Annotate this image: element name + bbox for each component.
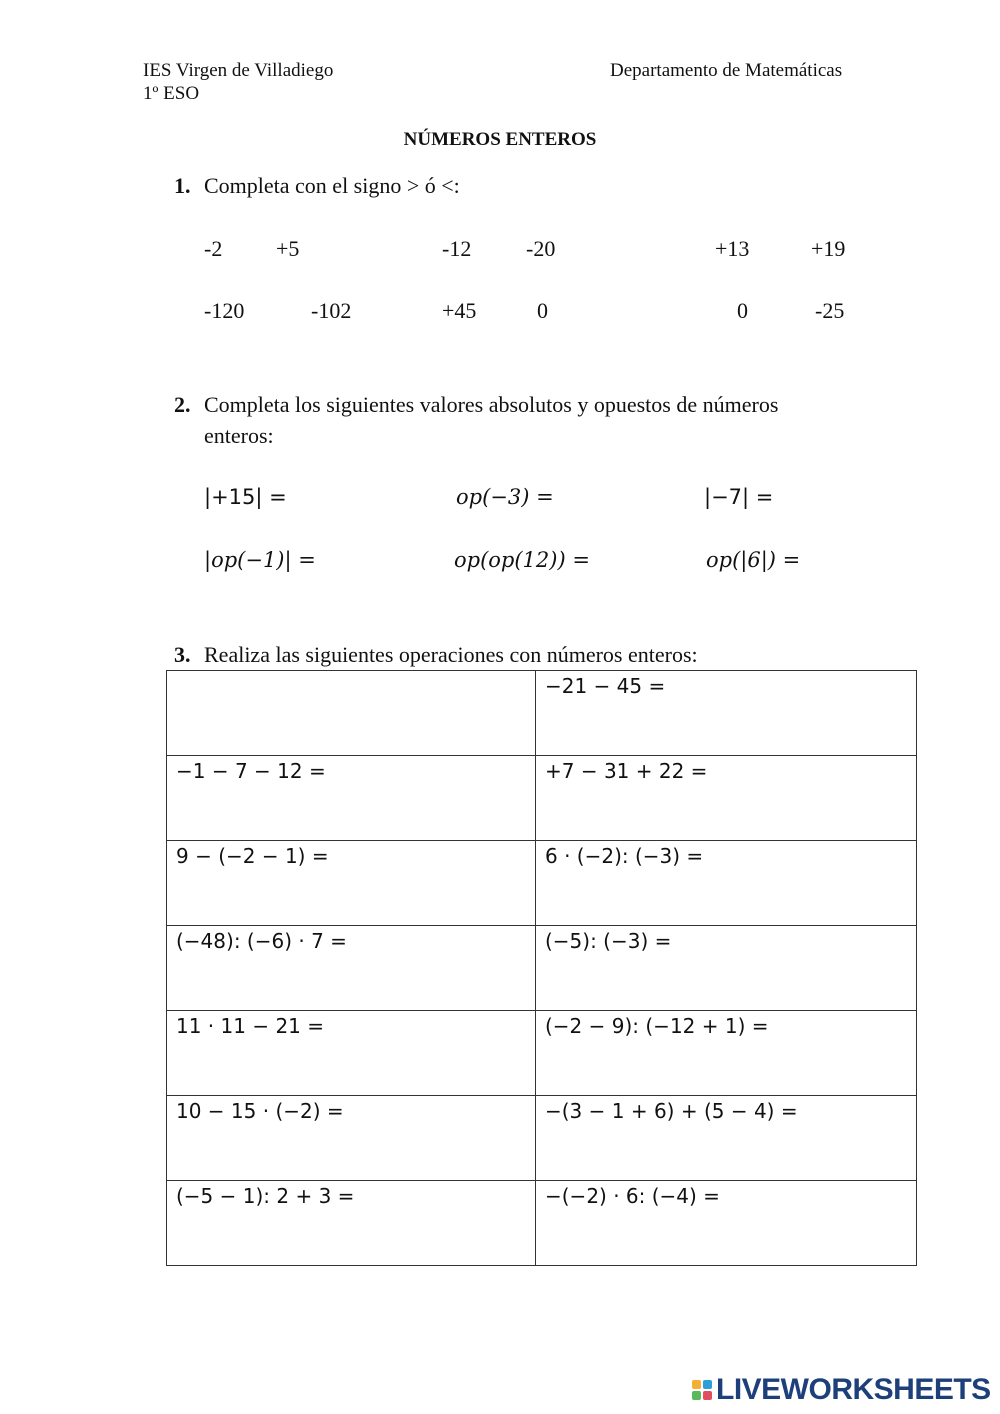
answer-cell[interactable]: (−5 − 1): 2 + 3 =	[167, 1181, 536, 1266]
answer-cell[interactable]	[167, 671, 536, 756]
q2-expression: op(op(12)) =	[454, 548, 590, 572]
course-label: 1º ESO	[143, 83, 200, 104]
q1-value: +19	[811, 236, 846, 261]
question-2-text: Completa los siguientes valores absolutos y opuestos de números	[204, 392, 779, 417]
answer-cell[interactable]: (−48): (−6) · 7 =	[167, 926, 536, 1011]
q1-value: -120	[204, 298, 245, 323]
q2-expression: op(|6|) =	[706, 548, 801, 572]
q2-expression: op(−3) =	[456, 485, 554, 509]
table-row	[167, 841, 917, 926]
page-title: NÚMEROS ENTEROS	[403, 129, 597, 150]
answer-cell[interactable]: −1 − 7 − 12 =	[167, 756, 536, 841]
logo-square	[692, 1380, 701, 1389]
answer-cell[interactable]: +7 − 31 + 22 =	[536, 756, 917, 841]
answer-cell[interactable]: 9 − (−2 − 1) =	[167, 841, 536, 926]
q2-expression: |+15| =	[204, 485, 287, 509]
answer-cell[interactable]: (−2 − 9): (−12 + 1) =	[536, 1011, 917, 1096]
operations-table	[166, 670, 917, 1266]
q1-value: -2	[204, 236, 223, 261]
liveworksheets-logo	[692, 1374, 991, 1406]
logo-square	[703, 1391, 712, 1400]
table-row	[167, 756, 917, 841]
school-name: IES Virgen de Villadiego	[143, 60, 334, 81]
question-1-text: Completa con el signo > ó <:	[204, 173, 460, 198]
department-name: Departamento de Matemáticas	[610, 60, 843, 81]
q1-value: 0	[537, 298, 548, 323]
q1-value: -12	[442, 236, 472, 261]
q2-expression: |−7| =	[704, 485, 774, 509]
logo-text: LIVEWORKSHEETS	[716, 1373, 991, 1406]
table-row	[167, 1096, 917, 1181]
q1-value: +13	[715, 236, 750, 261]
q1-value: -102	[311, 298, 352, 323]
q1-value: +5	[276, 236, 300, 261]
question-3-text: Realiza las siguientes operaciones con números enteros:	[204, 642, 698, 667]
answer-cell[interactable]: 6 · (−2): (−3) =	[536, 841, 917, 926]
answer-cell[interactable]: −21 − 45 =	[536, 671, 917, 756]
answer-cell[interactable]: (−5): (−3) =	[536, 926, 917, 1011]
table-row	[167, 1011, 917, 1096]
answer-cell[interactable]: 10 − 15 · (−2) =	[167, 1096, 536, 1181]
q1-value: 0	[737, 298, 748, 323]
q1-value: -25	[815, 298, 845, 323]
question-1-number: 1.	[174, 173, 191, 198]
question-2-text-continued: enteros:	[204, 423, 274, 448]
answer-cell[interactable]: −(−2) · 6: (−4) =	[536, 1181, 917, 1266]
table-row	[167, 926, 917, 1011]
question-3-number: 3.	[174, 642, 191, 667]
logo-square	[692, 1391, 701, 1400]
table-row	[167, 1181, 917, 1266]
table-row	[167, 671, 917, 756]
question-2-number: 2.	[174, 392, 191, 417]
logo-mark-icon	[692, 1380, 712, 1400]
q1-value: +45	[442, 298, 477, 323]
logo-square	[703, 1380, 712, 1389]
answer-cell[interactable]: 11 · 11 − 21 =	[167, 1011, 536, 1096]
q2-expression: |op(−1)| =	[204, 548, 316, 572]
q1-value: -20	[526, 236, 556, 261]
answer-cell[interactable]: −(3 − 1 + 6) + (5 − 4) =	[536, 1096, 917, 1181]
